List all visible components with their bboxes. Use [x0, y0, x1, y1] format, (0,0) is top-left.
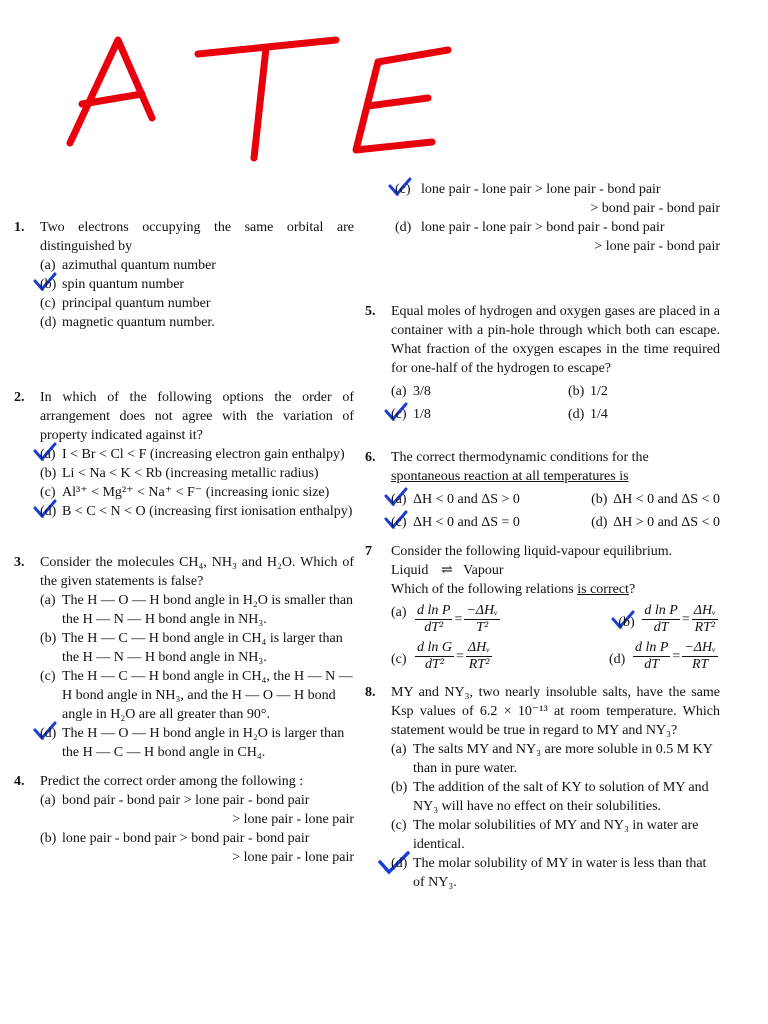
question-text: The correct thermodynamic conditions for the	[391, 450, 649, 465]
option-d[interactable]: (d) $\frac{\text{d ln P}}{dT}$ = $\frac{\text{−ΔHᵥ}}{RT}$	[608, 640, 716, 672]
question-number: 3.	[14, 555, 25, 570]
option-b[interactable]: (b) 1/2	[568, 384, 608, 399]
option-d[interactable]: (d) magnetic quantum number.	[40, 315, 215, 330]
question-2	[14, 388, 354, 521]
question-5	[365, 302, 720, 424]
option-c[interactable]: (c) Al³⁺ < Mg²⁺ < Na⁺ < F⁻ (increasing ionic size)	[40, 485, 330, 500]
question-4	[14, 772, 354, 867]
question-prompt: Which of the following relations is correct?	[391, 582, 636, 597]
option-d[interactable]: (d) lone pair - lone pair > bond pair - bond pair > lone pair - bond pair	[395, 220, 720, 254]
option-b[interactable]: (b) The addition of the salt of KY to solution of MY and NY₃ will have no effect on their solubilities.	[391, 780, 709, 814]
question-3	[14, 553, 354, 762]
fraction: $\frac{\text{d ln P}}{dT}$	[634, 640, 669, 672]
handwritten-title	[0, 0, 768, 175]
question-number: 8.	[365, 685, 376, 700]
option-row	[391, 405, 720, 424]
option-b[interactable]: (b) lone pair - bond pair > bond pair - bond pair > lone pair - lone pair	[40, 831, 354, 865]
question-6	[365, 448, 720, 532]
option-a[interactable]: (a) ΔH < 0 and ΔS > 0	[391, 490, 520, 509]
equilibrium-line: Liquid ⇌ Vapour	[391, 563, 504, 578]
option-a[interactable]: (a) The H — O — H bond angle in H₂O is smaller than the H — N — H bond angle in NH₃.	[40, 593, 354, 627]
fraction: $\frac{\text{d ln P}}{dT}$	[644, 603, 678, 635]
option-a[interactable]: (a) azimuthal quantum number	[40, 258, 216, 273]
question-text: MY and NY₃, two nearly insoluble salts, have the same Ksp values of 6.2 × 10⁻¹³ at room temperature. Which statement would be true in regard to MY and NY₃?	[391, 685, 720, 738]
option-c[interactable]: (c) The H — C — H bond angle in CH₄, the H — N — H bond angle in NH₃, and the H — O — H bond angle in H₂O are all greater than 90°.	[40, 669, 353, 722]
option-b[interactable]: (b) spin quantum number	[40, 275, 354, 294]
question-text: In which of the following options the order of arrangement does not agree with the variation of property indicated against it?	[40, 390, 354, 443]
option-a[interactable]: (a) The salts MY and NY₃ are more soluble in 0.5 M KY than in pure water.	[391, 742, 713, 776]
question-text: Equal moles of hydrogen and oxygen gases are placed in a container with a pin-hole through which both can escape. What fraction of the oxygen escapes in the time required for one-half of the hydrogen to escape?	[391, 304, 720, 376]
question-text: Two electrons occupying the same orbital are distinguished by	[40, 220, 354, 254]
question-text-underlined: spontaneous reaction at all temperatures is	[391, 469, 629, 484]
fraction: $\frac{\text{ΔHᵥ}}{\text{RT²}}$	[693, 603, 716, 635]
equilibrium-arrows-icon: ⇌	[440, 563, 451, 578]
option-d[interactable]: (d) The molar solubility of MY in water is less than that of NY₃.	[391, 854, 720, 892]
option-row	[391, 640, 720, 673]
option-row	[391, 382, 720, 401]
question-4-continued	[365, 180, 720, 256]
question-text: Consider the molecules CH₄, NH₃ and H₂O. Which of the given statements is false?	[40, 555, 354, 589]
option-b[interactable]: (b) ΔH < 0 and ΔS < 0	[591, 492, 720, 507]
fraction: $\frac{\text{−ΔHᵥ}}{\text{T²}}$	[466, 603, 499, 635]
option-d[interactable]: (d) ΔH > 0 and ΔS < 0	[591, 515, 720, 530]
question-text: Consider the following liquid-vapour equilibrium.	[391, 544, 673, 559]
option-d[interactable]: (d) B < C < N < O (increasing first ionisation enthalpy)	[40, 502, 354, 521]
title-strokes	[70, 40, 448, 158]
fraction: $\frac{\text{d ln G}}{\text{dT²}}$	[417, 640, 452, 672]
fraction: $\frac{\text{ΔHᵥ}}{\text{RT²}}$	[467, 640, 491, 672]
option-a[interactable]: (a) bond pair - bond pair > lone pair - bond pair > lone pair - lone pair	[40, 793, 354, 827]
option-c[interactable]: (c) principal quantum number	[40, 296, 211, 311]
option-c[interactable]: (c) ΔH < 0 and ΔS = 0	[391, 513, 520, 532]
question-text: Predict the correct order among the following :	[40, 774, 304, 789]
option-c[interactable]: (c) The molar solubilities of MY and NY₃ in water are identical.	[391, 818, 699, 852]
option-c[interactable]: (c) lone pair - lone pair > lone pair - bond pair > bond pair - bond pair	[365, 180, 720, 218]
option-row	[391, 490, 720, 509]
left-column	[14, 218, 354, 877]
question-8	[365, 683, 720, 892]
fraction: $\frac{\text{−ΔHᵥ}}{RT}$	[684, 640, 716, 672]
fraction: $\frac{\text{d ln P}}{\text{dT²}}$	[417, 603, 451, 635]
option-a[interactable]: (a) I < Br < Cl < F (increasing electron gain enthalpy)	[40, 445, 354, 464]
option-b[interactable]: (b) $\frac{\text{d ln P}}{dT}$ = $\frac{\text{ΔHᵥ}}{\text{RT²}}$	[618, 603, 720, 636]
option-b[interactable]: (b) Li < Na < K < Rb (increasing metallic radius)	[40, 466, 319, 481]
option-d[interactable]: (d) The H — O — H bond angle in H₂O is larger than the H — C — H bond angle in CH₄.	[40, 724, 354, 762]
option-c[interactable]: (c) 1/8	[391, 405, 563, 424]
option-d[interactable]: (d) 1/4	[568, 407, 608, 422]
question-number: 5.	[365, 304, 376, 319]
option-row	[391, 513, 720, 532]
option-row	[391, 603, 720, 636]
question-7	[365, 542, 720, 673]
question-number: 4.	[14, 774, 25, 789]
question-number: 2.	[14, 390, 25, 405]
option-a[interactable]: (a) 3/8	[391, 384, 431, 399]
question-number: 1.	[14, 220, 25, 235]
option-c[interactable]: (c) $\frac{\text{d ln G}}{\text{dT²}}$ = $\frac{\text{ΔHᵥ}}{\text{RT²}}$	[391, 640, 491, 672]
question-1	[14, 218, 354, 332]
option-b[interactable]: (b) The H — C — H bond angle in CH₄ is larger than the H — N — H bond angle in NH₃.	[40, 631, 343, 665]
right-column	[365, 180, 720, 902]
question-number: 7	[365, 544, 372, 559]
question-number: 6.	[365, 450, 376, 465]
option-a[interactable]: (a) $\frac{\text{d ln P}}{\text{dT²}}$ = $\frac{\text{−ΔHᵥ}}{\text{T²}}$	[391, 603, 499, 635]
